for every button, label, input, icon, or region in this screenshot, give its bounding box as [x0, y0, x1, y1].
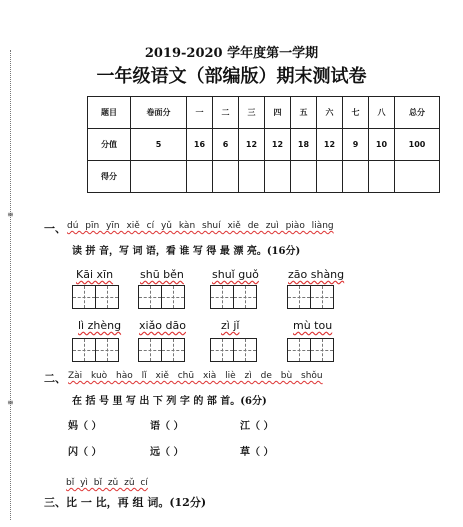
writing-grid[interactable] — [287, 338, 333, 362]
word-pinyin: xiǎo dāo — [139, 319, 186, 332]
word-pinyin: shū běn — [140, 268, 184, 281]
score-input-cell[interactable] — [131, 161, 187, 193]
score-table — [87, 96, 440, 193]
writing-cell[interactable] — [310, 285, 334, 309]
section1-number: 一、 — [44, 222, 66, 235]
writing-cell[interactable] — [310, 338, 334, 362]
writing-cell[interactable] — [161, 285, 185, 309]
score-input-cell[interactable] — [369, 161, 395, 193]
header-cell: 一 — [187, 97, 213, 129]
row-label: 分值 — [88, 129, 131, 161]
writing-grid[interactable] — [138, 338, 184, 362]
row-label: 得分 — [88, 161, 131, 193]
word-pinyin: shuǐ guǒ — [212, 268, 259, 281]
writing-cell[interactable] — [72, 285, 96, 309]
writing-grid[interactable] — [287, 285, 333, 309]
score-input-cell[interactable] — [395, 161, 440, 193]
section1-instruction: 读 拼 音，写 词 语，看 谁 写 得 最 漂 亮。(16分) — [72, 246, 301, 257]
radical-item[interactable]: 草（ ） — [240, 447, 274, 458]
header-cell: 七 — [343, 97, 369, 129]
writing-cell[interactable] — [233, 285, 257, 309]
score-table-header-row — [88, 97, 440, 129]
writing-cell[interactable] — [287, 338, 311, 362]
writing-grid[interactable] — [210, 285, 256, 309]
binding-mark: ≡ — [7, 210, 14, 219]
writing-cell[interactable] — [210, 338, 234, 362]
radical-item[interactable]: 闪（ ） — [68, 447, 102, 458]
section3-heading: 三、比 一 比，再 组 词。(12分) — [44, 496, 207, 509]
header-cell: 五 — [291, 97, 317, 129]
value-cell: 6 — [213, 129, 239, 161]
writing-cell[interactable] — [233, 338, 257, 362]
section1-pinyin: dú pīn yīn xiě cí yǔ kàn shuí xiě de zuì piào liàng — [67, 221, 334, 231]
header-cell: 总分 — [395, 97, 440, 129]
score-input-cell[interactable] — [291, 161, 317, 193]
binding-line — [10, 50, 12, 520]
radical-item[interactable]: 江（ ） — [240, 421, 274, 432]
exam-title: 一年级语文（部编版）期末测试卷 — [96, 66, 367, 87]
score-input-cell[interactable] — [317, 161, 343, 193]
section2-number: 二、 — [44, 372, 66, 385]
word-pinyin: mù tou — [293, 319, 333, 332]
score-input-cell[interactable] — [239, 161, 265, 193]
score-table-score-row — [88, 161, 440, 193]
section3-pinyin: bǐ yì bǐ zǔ zǔ cí — [66, 478, 148, 488]
writing-cell[interactable] — [210, 285, 234, 309]
value-cell: 100 — [395, 129, 440, 161]
value-cell: 10 — [369, 129, 395, 161]
value-cell: 18 — [291, 129, 317, 161]
writing-cell[interactable] — [72, 338, 96, 362]
header-cell: 三 — [239, 97, 265, 129]
header-cell: 卷面分 — [131, 97, 187, 129]
writing-grid[interactable] — [72, 338, 118, 362]
writing-cell[interactable] — [138, 285, 162, 309]
header-cell: 四 — [265, 97, 291, 129]
word-pinyin: zì jǐ — [221, 319, 240, 332]
value-cell: 12 — [239, 129, 265, 161]
score-input-cell[interactable] — [343, 161, 369, 193]
score-table-value-row — [88, 129, 440, 161]
writing-grid[interactable] — [210, 338, 256, 362]
radical-item[interactable]: 远（ ） — [150, 447, 184, 458]
writing-cell[interactable] — [287, 285, 311, 309]
binding-mark: ≡ — [7, 398, 14, 407]
value-cell: 12 — [265, 129, 291, 161]
score-input-cell[interactable] — [265, 161, 291, 193]
word-pinyin: lì zhèng — [78, 319, 122, 332]
writing-cell[interactable] — [95, 338, 119, 362]
writing-cell[interactable] — [138, 338, 162, 362]
section2-pinyin: Zài kuò hào lǐ xiě chū xià liè zì de bù shǒu — [68, 371, 323, 381]
header-cell: 题目 — [88, 97, 131, 129]
score-input-cell[interactable] — [187, 161, 213, 193]
value-cell: 9 — [343, 129, 369, 161]
value-cell: 12 — [317, 129, 343, 161]
header-cell: 六 — [317, 97, 343, 129]
writing-grid[interactable] — [72, 285, 118, 309]
writing-cell[interactable] — [95, 285, 119, 309]
word-pinyin: zāo shàng — [288, 268, 345, 281]
value-cell: 16 — [187, 129, 213, 161]
radical-item[interactable]: 语（ ） — [150, 421, 184, 432]
word-pinyin: Kāi xīn — [76, 268, 114, 281]
section2-instruction: 在 括 号 里 写 出 下 列 字 的 部 首。(6分) — [72, 396, 267, 407]
score-input-cell[interactable] — [213, 161, 239, 193]
value-cell: 5 — [131, 129, 187, 161]
header-cell: 八 — [369, 97, 395, 129]
year-title: 2019-2020 学年度第一学期 — [144, 46, 319, 61]
header-cell: 二 — [213, 97, 239, 129]
writing-grid[interactable] — [138, 285, 184, 309]
radical-item[interactable]: 妈（ ） — [68, 421, 102, 432]
writing-cell[interactable] — [161, 338, 185, 362]
